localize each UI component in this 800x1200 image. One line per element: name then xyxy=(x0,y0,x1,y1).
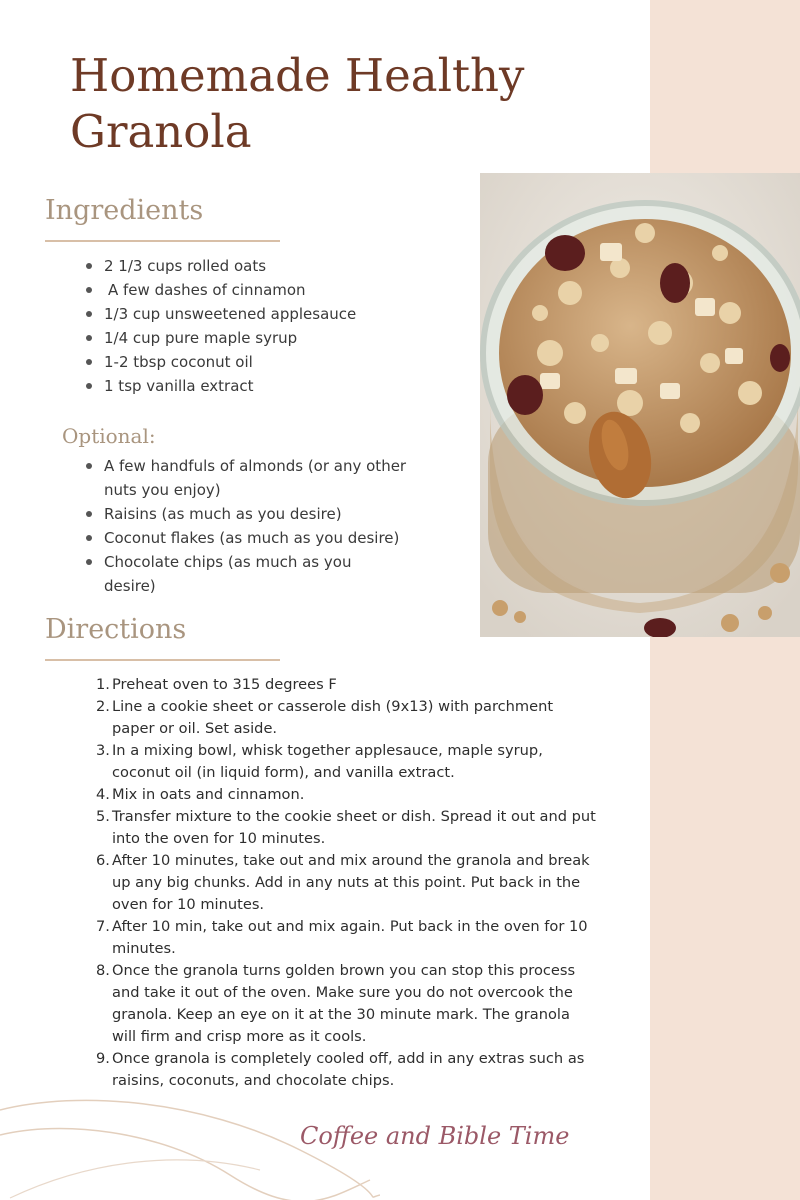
ingredient-item: 1/3 cup unsweetened applesauce xyxy=(82,302,422,326)
ingredient-item: A few dashes of cinnamon xyxy=(82,278,422,302)
optional-heading: Optional: xyxy=(62,424,156,448)
direction-step xyxy=(96,740,596,784)
recipe-title: Homemade Healthy Granola xyxy=(70,49,525,158)
step-text: Line a cookie sheet or casserole dish (9x13) with parchment paper or oil. Set aside. xyxy=(112,698,554,737)
ingredients-heading: Ingredients xyxy=(45,195,204,226)
step-text: After 10 minutes, take out and mix around the granola and break up any big chunks. Add in any nuts at this point. Put back in the oven for 10 minutes. xyxy=(112,852,590,913)
directions-list xyxy=(96,674,596,1092)
direction-step xyxy=(96,916,596,960)
step-text: Once the granola turns golden brown you can stop this process and take it out of the oven. Make sure you do not overcook the granola. Keep an eye on it at the 30 minute mark. The granola will firm and crisp more as it cools. xyxy=(112,962,576,1045)
step-number: 8. xyxy=(96,962,110,979)
step-text: Mix in oats and cinnamon. xyxy=(112,786,305,803)
granola-jar-photo xyxy=(480,173,800,637)
brand-signature: Coffee and Bible Time xyxy=(300,1122,570,1150)
optional-list xyxy=(82,454,442,598)
step-text: In a mixing bowl, whisk together applesauce, maple syrup, coconut oil (in liquid form), and vanilla extract. xyxy=(112,742,543,781)
optional-item: Raisins (as much as you desire) xyxy=(82,502,442,526)
direction-step xyxy=(96,696,596,740)
direction-step xyxy=(96,674,596,696)
ingredients-list xyxy=(82,254,422,398)
ingredient-item: 1 tsp vanilla extract xyxy=(82,374,422,398)
step-number: 7. xyxy=(96,918,110,935)
ingredients-underline xyxy=(45,240,280,242)
step-number: 6. xyxy=(96,852,110,869)
optional-item: A few handfuls of almonds (or any other nuts you enjoy) xyxy=(82,454,442,502)
step-number: 2. xyxy=(96,698,110,715)
step-number: 4. xyxy=(96,786,110,803)
step-text: Preheat oven to 315 degrees F xyxy=(112,676,337,693)
direction-step xyxy=(96,850,596,916)
step-text: After 10 min, take out and mix again. Put back in the oven for 10 minutes. xyxy=(112,918,588,957)
directions-heading: Directions xyxy=(45,614,187,645)
step-text: Transfer mixture to the cookie sheet or dish. Spread it out and put into the oven for 10 minutes. xyxy=(112,808,596,847)
ingredient-item: 1-2 tbsp coconut oil xyxy=(82,350,422,374)
optional-item: Chocolate chips (as much as you desire) xyxy=(82,550,384,598)
ingredient-item: 1/4 cup pure maple syrup xyxy=(82,326,422,350)
granola-jar-image xyxy=(480,173,800,637)
step-number: 9. xyxy=(96,1050,110,1067)
ingredient-item: 2 1/3 cups rolled oats xyxy=(82,254,422,278)
directions-underline xyxy=(45,659,280,661)
step-number: 5. xyxy=(96,808,110,825)
direction-step xyxy=(96,806,596,850)
optional-item: Coconut flakes (as much as you desire) xyxy=(82,526,442,550)
direction-step xyxy=(96,960,596,1048)
step-text: Once granola is completely cooled off, add in any extras such as raisins, coconuts, and chocolate chips. xyxy=(112,1050,585,1089)
step-number: 1. xyxy=(96,676,110,693)
step-number: 3. xyxy=(96,742,110,759)
direction-step xyxy=(96,784,596,806)
